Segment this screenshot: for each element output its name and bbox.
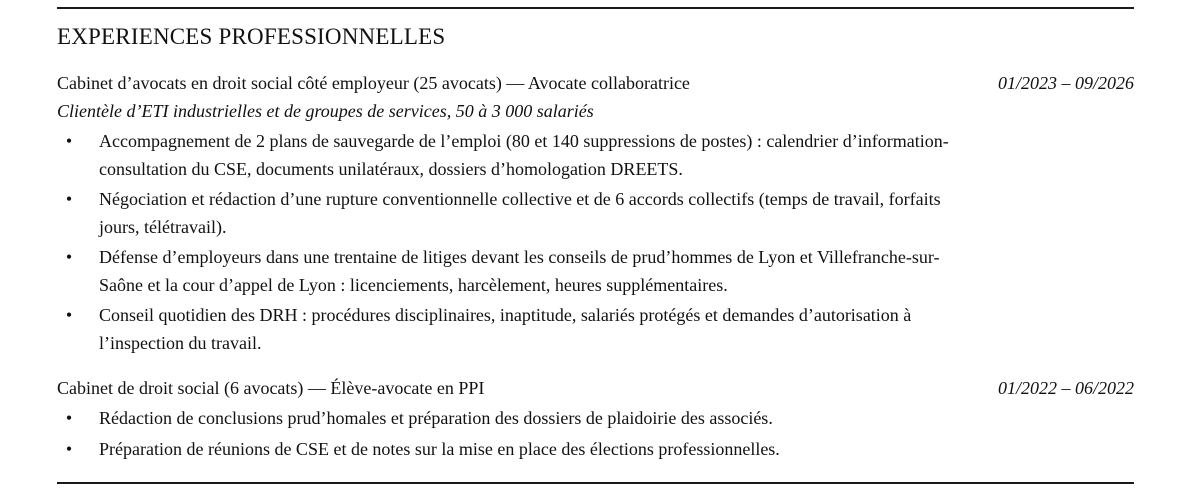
experience-entry [57, 374, 1134, 466]
bullet-icon: • [65, 305, 73, 325]
section-title: EXPERIENCES PROFESSIONNELLES [57, 24, 446, 49]
experience-dates: 01/2022 – 06/2022 [997, 378, 1134, 398]
list-item [57, 302, 979, 357]
bullet-text: Accompagnement de 2 plans de sauvegarde de l’emploi (80 et 140 suppressions de postes) : calendrier d’information-consultation du CSE, documents unilatéraux, dossiers d’homologation DREETS. [99, 131, 949, 179]
bullet-text: Conseil quotidien des DRH : procédures disciplinaires, inaptitude, salariés protégés et demandes d’autorisation à l’inspection du travail. [99, 305, 912, 353]
bullet-text: Défense d’employeurs dans une trentaine de litiges devant les conseils de prud’hommes de Lyon et Villefranche-sur-Saône et la cour d’appel de Lyon : licenciements, harcèlement, heures supplémentaires. [99, 247, 940, 295]
experience-title: Cabinet d’avocats en droit social côté employeur (25 avocats) — Avocate collaboratrice [57, 73, 690, 93]
experience-entry [57, 69, 1134, 360]
bullet-text: Rédaction de conclusions prud’homales et préparation des dossiers de plaidoirie des associés. [99, 408, 773, 428]
list-item [57, 405, 979, 433]
experience-header [57, 374, 1134, 402]
experience-dates: 01/2023 – 09/2026 [997, 73, 1134, 93]
list-item [57, 128, 979, 183]
bottom-divider [57, 482, 1134, 484]
list-item [57, 186, 979, 241]
experience-subtitle: Clientèle d’ETI industrielles et de groupes de services, 50 à 3 000 salariés [57, 101, 594, 121]
bullet-icon: • [65, 408, 73, 428]
experience-bullet-list [57, 128, 1134, 357]
experience-title: Cabinet de droit social (6 avocats) — Élève-avocate en PPI [57, 378, 485, 398]
bullet-icon: • [65, 247, 73, 267]
list-item [57, 244, 979, 299]
bullet-icon: • [65, 131, 73, 151]
experience-bullet-list [57, 405, 1134, 463]
top-divider [57, 7, 1134, 9]
list-item [57, 436, 979, 464]
bullet-icon: • [65, 189, 73, 209]
experience-header [57, 69, 1134, 97]
bullet-icon: • [65, 438, 73, 459]
bullet-text: Négociation et rédaction d’une rupture conventionnelle collective et de 6 accords collectifs (temps de travail, forfaits jours, télétravail). [99, 189, 941, 237]
bullet-text: Préparation de réunions de CSE et de notes sur la mise en place des élections professionnelles. [99, 438, 780, 459]
